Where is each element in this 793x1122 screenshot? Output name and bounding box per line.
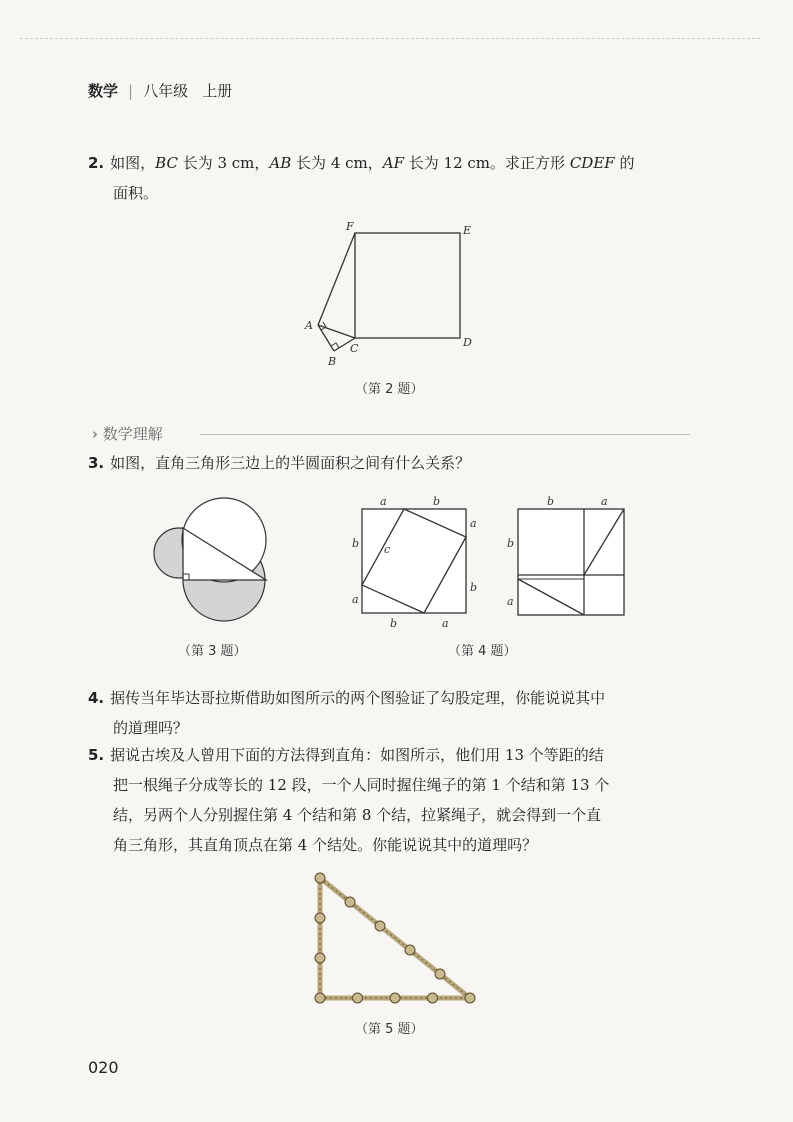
outer-square-left — [362, 509, 466, 613]
label-b: B — [328, 355, 337, 368]
question-2-number: 2. — [88, 154, 105, 172]
segment-ab — [318, 325, 334, 351]
caption-q2: （第 2 题） — [355, 382, 424, 397]
header-volume: 上册 — [202, 82, 233, 100]
rope-knot — [375, 921, 385, 931]
segment-ac — [318, 325, 355, 338]
q2-af: AF — [382, 154, 405, 172]
question-3-number: 3. — [88, 454, 105, 472]
left-label-b-right: b — [470, 581, 478, 594]
header-grade: 八年级 — [143, 82, 189, 100]
q4-line-1: 据传当年毕达哥拉斯借助如图所示的两个图验证了勾股定理，你能说说其中 — [110, 689, 606, 707]
left-label-a-top: a — [380, 495, 387, 508]
rope-knot — [353, 993, 363, 1003]
header-subject: 数学 — [88, 82, 119, 100]
label-f: F — [346, 220, 354, 233]
q2-ab: AB — [269, 154, 292, 172]
q2-cdef: CDEF — [569, 154, 615, 172]
q5-line-3: 结，另两个人分别握住第 4 个结和第 8 个结，拉紧绳子，就会得到一个直 — [113, 806, 602, 824]
left-label-b-top: b — [433, 495, 441, 508]
q2-text-2: 长为 4 cm， — [291, 154, 383, 172]
segment-fa — [318, 233, 355, 325]
section-rule — [200, 434, 690, 435]
left-label-a-bottom: a — [442, 617, 449, 630]
section-arrow-icon: › — [92, 425, 98, 443]
label-a: A — [305, 319, 313, 332]
left-label-b-left: b — [352, 537, 360, 550]
question-3 — [88, 448, 708, 478]
left-label-a-left: a — [352, 593, 359, 606]
square-cdef — [355, 233, 460, 338]
outer-square-right — [518, 509, 624, 615]
question-4-number: 4. — [88, 689, 105, 707]
caption-q4: （第 4 题） — [448, 644, 517, 659]
rope-knot — [345, 897, 355, 907]
figure-q2 — [300, 215, 500, 375]
rope-knot — [390, 993, 400, 1003]
section-title: 数学理解 — [102, 425, 163, 443]
q2-line-2: 面积。 — [113, 184, 159, 202]
q2-text-3: 长为 12 cm。求正方形 — [404, 154, 570, 172]
rope-knot — [405, 945, 415, 955]
header-separator: | — [128, 82, 134, 100]
page-header — [88, 80, 232, 101]
section-header — [92, 423, 163, 444]
rope-knot — [428, 993, 438, 1003]
label-c: C — [350, 342, 359, 355]
q5-line-4: 角三角形，其直角顶点在第 4 个结处。你能说说其中的道理吗？ — [113, 836, 538, 854]
right-label-b-left: b — [507, 537, 515, 550]
figure-q4 — [340, 495, 640, 635]
right-label-a-left: a — [507, 595, 514, 608]
rope-knot — [315, 953, 325, 963]
figure-q5 — [300, 868, 490, 1013]
q2-text-1: 长为 3 cm， — [177, 154, 270, 172]
page-number: 020 — [88, 1058, 119, 1077]
q2-text-pre: 如图， — [110, 154, 156, 172]
q5-line-1: 据说古埃及人曾用下面的方法得到直角：如图所示，他们用 13 个等距的结 — [110, 746, 604, 764]
question-5-number: 5. — [88, 746, 105, 764]
figure-q3 — [150, 495, 290, 635]
left-label-b-bottom: b — [390, 617, 398, 630]
label-e: E — [463, 224, 472, 237]
rope-knot — [315, 913, 325, 923]
caption-q5: （第 5 题） — [355, 1022, 424, 1037]
rope-knot — [435, 969, 445, 979]
rope-knot — [465, 993, 475, 1003]
rope-knot — [315, 873, 325, 883]
q4-line-2: 的道理吗？ — [113, 719, 189, 737]
question-4 — [88, 683, 708, 743]
left-label-c: c — [384, 543, 391, 556]
top-rule — [20, 38, 760, 39]
q2-bc: BC — [155, 154, 178, 172]
right-label-a-top: a — [601, 495, 608, 508]
question-5 — [88, 740, 708, 860]
rope-knot — [315, 993, 325, 1003]
question-2 — [88, 148, 708, 208]
label-d: D — [463, 336, 472, 349]
q3-text: 如图，直角三角形三边上的半圆面积之间有什么关系？ — [110, 454, 471, 472]
caption-q3: （第 3 题） — [178, 644, 247, 659]
q5-line-2: 把一根绳子分成等长的 12 段，一个人同时握住绳子的第 1 个结和第 13 个 — [113, 776, 610, 794]
left-label-a-right: a — [470, 517, 477, 530]
right-label-b-top: b — [547, 495, 555, 508]
q2-text-4: 的 — [614, 154, 635, 172]
